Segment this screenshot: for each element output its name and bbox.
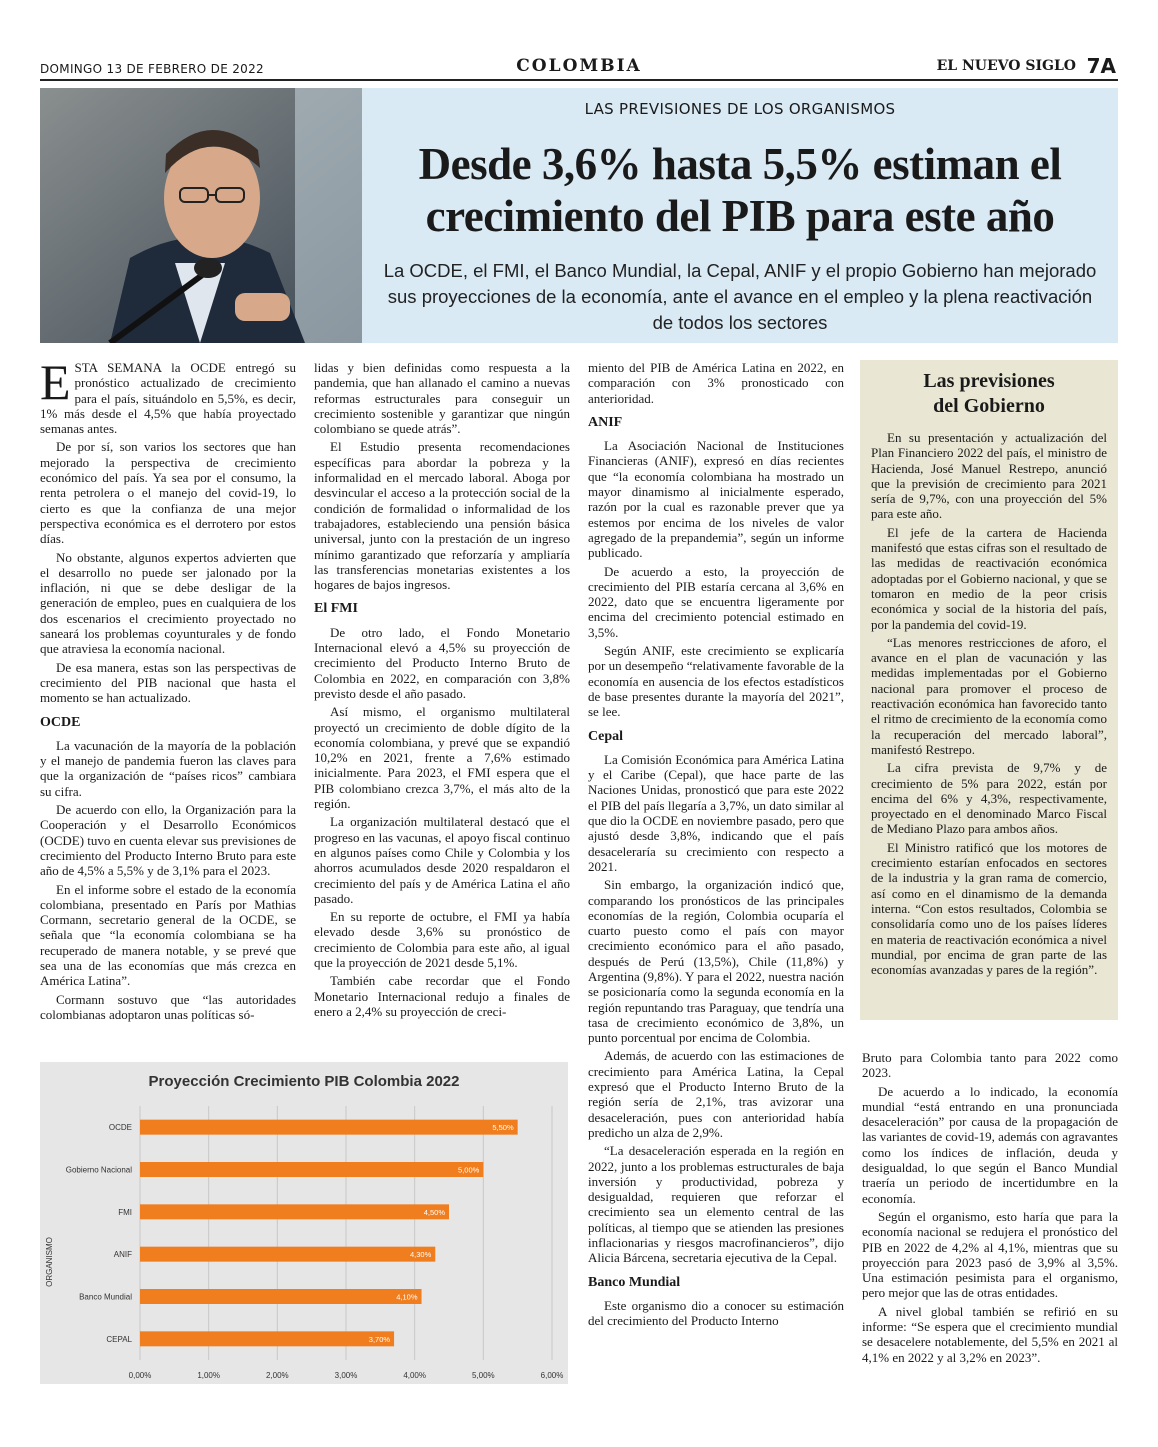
chart-bar (140, 1204, 449, 1219)
article-headline: Desde 3,6% hasta 5,5% estiman el crecimiento del PIB para este año (418, 139, 1062, 241)
paragraph: El Ministro ratificó que los motores de crecimiento estarían enfocados en sectores de la industria y la gran rama de comercio, así como en el dinamismo de la demanda interna. “Con estos resultados, Colombia se consolidaría como uno de los países líderes en materia de reactivación económica a nivel mundial, por encima de gran parte de las economías avanzadas y pares de la región”. (871, 839, 1107, 978)
sidebar-body (871, 430, 1107, 980)
chart-value-label: 4,30% (409, 1250, 432, 1260)
newspaper-name: EL NUEVO SIGLO (936, 58, 1076, 74)
chart-value-label: 5,00% (458, 1165, 480, 1175)
chart-bar (140, 1162, 483, 1177)
paragraph: Cormann sostuvo que “las autoridades colombianas adoptaron unas políticas só- (40, 991, 296, 1022)
paragraph: La cifra prevista de 9,7% y de crecimiento de 5% para 2022, están por encima del 6% y 4,3%, respectivamente, proyectado en el denominado Marco Fiscal de Mediano Plazo para ambos años. (871, 760, 1107, 837)
paragraph: Sin embargo, la organización indicó que, comparando los pronósticos de las principales economías de la región, Colombia ocuparía el cuarto puesto como el país con mayor crecimiento económico para el año pasado, después de Perú (13,5%), Chile (11,8%) y Argentina (9,8%). Y para el 2022, nuestra nación se posicionaría como la segunda economía en la región repuntando tras Paraguay, que tendría una tasa de crecimiento económico de 3,8%, un punto porcentual por encima de Colombia. (588, 877, 844, 1046)
minister-photo (40, 88, 362, 343)
section-name: COLOMBIA (516, 56, 642, 76)
chart-x-tick-label: 0,00% (128, 1371, 152, 1380)
article-subheadline: La OCDE, el FMI, el Banco Mundial, la Cepal, ANIF y el propio Gobierno han mejorado sus proyecciones de la economía, ante el avance en el empleo y la plena reactivación de todos los sectores (383, 260, 1097, 333)
chart-title: Proyección Crecimiento PIB Colombia 2022 (148, 1073, 460, 1090)
paragraph: “Las menores restricciones de aforo, el avance en el plan de vacunación y las medidas implementadas por el Gobierno nacional para promover el proceso de reactivación económica han favorecido tanto el ritmo de crecimiento de la economía como la recuperación del mercado laboral”, manifestó Restrepo. (871, 634, 1107, 757)
subheading-ocde: OCDE (40, 714, 81, 730)
chart-value-label: 5,50% (492, 1123, 514, 1133)
paragraph: En su presentación y actualización del Plan Financiero 2022 del país, el ministro de Hacienda, José Manuel Restrepo, anunció que la previsión de crecimiento para 2021 sería de 9,7%, con una proyección del 5% para este año. (871, 430, 1107, 522)
article-column-3 (588, 360, 844, 1332)
chart-x-tick-label: 4,00% (403, 1371, 427, 1380)
subheading-fmi: El FMI (314, 601, 358, 617)
dropcap: E (40, 354, 71, 410)
issue-date: DOMINGO 13 DE FEBRERO DE 2022 (40, 62, 264, 76)
chart-category-label: ANIF (113, 1250, 132, 1260)
paragraph: En su reporte de octubre, el FMI ya había elevado desde 3,6% su pronóstico de crecimiento de Colombia para este año, al igual que la proyección de 2021 desde 5,1%. (314, 909, 570, 970)
paragraph: El Estudio presenta recomendaciones específicas para abordar la pobreza y la informalidad en el mercado laboral. Aboga por desvincular el acceso a la protección social de la condición de formalidad o informalidad de los trabajadores, estableciendo una pensión básica universal, junto con la prestación de un ingreso mínimo garantizado que reforzaría y ampliaría las transferencias monetarias existentes a los hogares de bajos ingresos. (314, 439, 570, 593)
chart-bar (140, 1120, 518, 1135)
paragraph: Así mismo, el organismo multilateral proyectó un crecimiento de doble dígito de la economía colombiana, y prevé que se expandió 10,2% en 2021, frente a 7,6% estimado inicialmente. Para 2023, el FMI espera que el PIB colombiano crezca 3,7%, el más alto de la región. (314, 704, 570, 812)
chart-value-label: 4,50% (423, 1207, 445, 1217)
paragraph: De acuerdo a esto, la proyección de crecimiento del PIB estaría cercana al 3,6% en 2022, dato que se encuentra ligeramente por encima del crecimiento potencial estimado en 3,5%. (588, 563, 844, 640)
paragraph: lidas y bien definidas como respuesta a la pandemia, que han allanado el camino a nuevas reformas estructurales para conseguir un crecimiento sostenible y garantizar que ningún colombiano se quede atrás”. (314, 360, 570, 437)
chart-y-axis-label: ORGANISMO (45, 1237, 54, 1287)
paragraph: Además, de acuerdo con las estimaciones de crecimiento para América Latina, la Cepal expresó que el Producto Interno Bruto de la región sería de 2,1%, tras avizorar una desaceleración, pues con anterioridad había predicho un alza de 2,9%. (588, 1048, 844, 1140)
paragraph: La vacunación de la mayoría de la población y el manejo de pandemia fueron las claves para que la organización de “países ricos” cambiara su cifra. (40, 737, 296, 799)
chart-bar (140, 1247, 435, 1262)
paragraph: La organización multilateral destacó que el progreso en las vacunas, el apoyo fiscal continuo en algunos países como Chile y Colombia y los ahorros acumulados desde 2020 respaldaron el crecimiento del país y de América Latina el año pasado. (314, 814, 570, 906)
subheading-anif: ANIF (588, 414, 623, 430)
paragraph: Según ANIF, este crecimiento se explicaría por un desempeño “relativamente favorable de la economía en ausencia de los efectos estadísticos de base presentes durante la mayoría del 2021”, se lee. (588, 643, 844, 720)
article-kicker: LAS PREVISIONES DE LOS ORGANISMOS (584, 100, 896, 118)
chart-value-label: 4,10% (396, 1292, 418, 1302)
growth-chart (40, 1062, 568, 1384)
chart-x-tick-label: 6,00% (540, 1371, 564, 1380)
chart-x-tick-label: 2,00% (265, 1371, 289, 1380)
subheading-cepal: Cepal (588, 728, 623, 744)
page-number: 7A (1086, 54, 1116, 78)
paragraph: miento del PIB de América Latina en 2022, en comparación con 3% pronosticado con anterioridad. (588, 360, 844, 406)
article-column-1 (40, 354, 296, 1025)
paragraph: No obstante, algunos expertos advierten que el desarrollo no puede ser jalonado por la inflación, ni que se debe desligar de la generación de empleo, pues en cualquiera de los dos escenarios el crecimiento proyectado no saneará los problemas coyunturales y de fondo que atraviesa la economía nacional. (40, 549, 296, 657)
chart-category-label: OCDE (108, 1123, 132, 1133)
paragraph: De otro lado, el Fondo Monetario Internacional elevó a 4,5% su proyección de crecimiento del Producto Interno Bruto de Colombia en 2022, en comparación con 3,8% previsto desde el año pasado. (314, 624, 570, 701)
sidebar-title: Las previsiones del Gobierno (923, 370, 1055, 417)
chart-category-label: FMI (118, 1207, 132, 1217)
chart-x-tick-label: 5,00% (471, 1371, 495, 1380)
paragraph: Bruto para Colombia tanto para 2022 como 2023. (862, 1050, 1118, 1081)
chart-category-label: CEPAL (106, 1334, 132, 1344)
paragraph: En el informe sobre el estado de la economía colombiana, presentado en París por Mathias Cormann, secretario general de la OCDE, se señala que “la economía colombiana se ha recuperado de manera notable, y se prevé que sea una de las economías que más crezca en América Latina”. (40, 881, 296, 989)
chart-category-label: Banco Mundial (79, 1292, 132, 1302)
paragraph: De esa manera, estas son las perspectivas de crecimiento del PIB nacional que hasta el momento se han actualizado. (40, 659, 296, 706)
paragraph: También cabe recordar que el Fondo Monetario Internacional redujo a finales de enero a 2,4% su proyección de creci- (314, 973, 570, 1019)
paragraph: De acuerdo a lo indicado, la economía mundial “está entrando en una pronunciada desaceleración” por causa de la propagación de las variantes de covid-19, además con agravantes como los índices de inflación, deuda y desigualdad, lo que según el Banco Mundial traería un periodo de incertidumbre en la economía. (862, 1083, 1118, 1206)
header-rule (40, 79, 1118, 81)
paragraph: ESTA SEMANA la OCDE entregó su pronóstico actualizado de crecimiento para el país, situándolo en 5,5%, es decir, 1% más desde el 4,5% que había proyectado semanas antes. (40, 354, 296, 437)
chart-bar (140, 1289, 422, 1304)
paragraph: La Asociación Nacional de Instituciones Financieras (ANIF), expresó en días recientes que “la economía colombiana ha mostrado un mayor dinamismo al inicialmente esperado, razón por la cual es razonable prever que ya estemos por encima de los niveles de valor agregado de la prepandemia”, según un informe publicado. (588, 438, 844, 561)
chart-bar (140, 1331, 394, 1346)
chart-canvas (40, 1062, 568, 1384)
paragraph: “La desaceleración esperada en la región en 2022, junto a los problemas estructurales de baja inversión y productividad, pobreza y desigualdad, requieren que reforzar el crecimiento sea un elemento central de las políticas, al tiempo que se atienden las presiones inflacionarias y riesgos macrofinancieros”, dijo Alicia Bárcena, secretaria ejecutiva de la Cepal. (588, 1143, 844, 1266)
paragraph: De acuerdo con ello, la Organización para la Cooperación y el Desarrollo Económicos (OCDE) tuvo en cuenta elevar sus previsiones de crecimiento del Producto Interno Bruto para este año de 4,5% a 5,5% y de 3,1% para el 2023. (40, 802, 296, 879)
chart-x-tick-label: 3,00% (334, 1371, 358, 1380)
paragraph: Este organismo dio a conocer su estimación del crecimiento del Producto Interno (588, 1297, 844, 1329)
chart-value-label: 3,70% (368, 1334, 391, 1344)
chart-x-tick-label: 1,00% (197, 1371, 221, 1380)
chart-category-label: Gobierno Nacional (65, 1165, 132, 1175)
subheading-banco-mundial: Banco Mundial (588, 1274, 681, 1290)
paragraph: A nivel global también se refirió en su informe: “Se espera que el crecimiento mundial se desacelere notablemente, del 5,5% en 2021 al 4,1% en 2022 y al 3,2% en 2023”. (862, 1303, 1118, 1365)
article-column-4 (862, 1050, 1118, 1368)
article-column-2 (314, 360, 570, 1022)
paragraph: El jefe de la cartera de Hacienda manifestó que estas cifras son el resultado de las medidas de reactivación económica adoptadas por el Gobierno nacional, y que se tomaron en medio de la peor crisis económica y social de la historia del país, por la pandemia del covid-19. (871, 524, 1107, 632)
paragraph: La Comisión Económica para América Latina y el Caribe (Cepal), que hace parte de las Naciones Unidas, pronosticó que para este 2022 el PIB del país llegaría a 3,7%, un dato similar al que dio la OCDE en noviembre pasado, pero que ajustó desde 3,8%, indicando que el país desaceleraría su crecimiento con respecto a 2021. (588, 751, 844, 874)
paragraph: De por sí, son varios los sectores que han mejorado la perspectiva de crecimiento económico del país. Ya sea por el consumo, la renta petrolera o el manejo del covid-19, lo cierto es que la confianza de una mejor perspectiva económica es el derrotero por estos días. (40, 439, 296, 547)
paragraph: Según el organismo, esto haría que para la economía nacional se redujera el pronóstico del PIB en 2022 de 4,2% al 4,1%, mientras que su proyección para 2023 pasó de 3,9% al 3,5%. Una estimación pesimista para el organismo, pero mejor que las de otras entidades. (862, 1208, 1118, 1301)
